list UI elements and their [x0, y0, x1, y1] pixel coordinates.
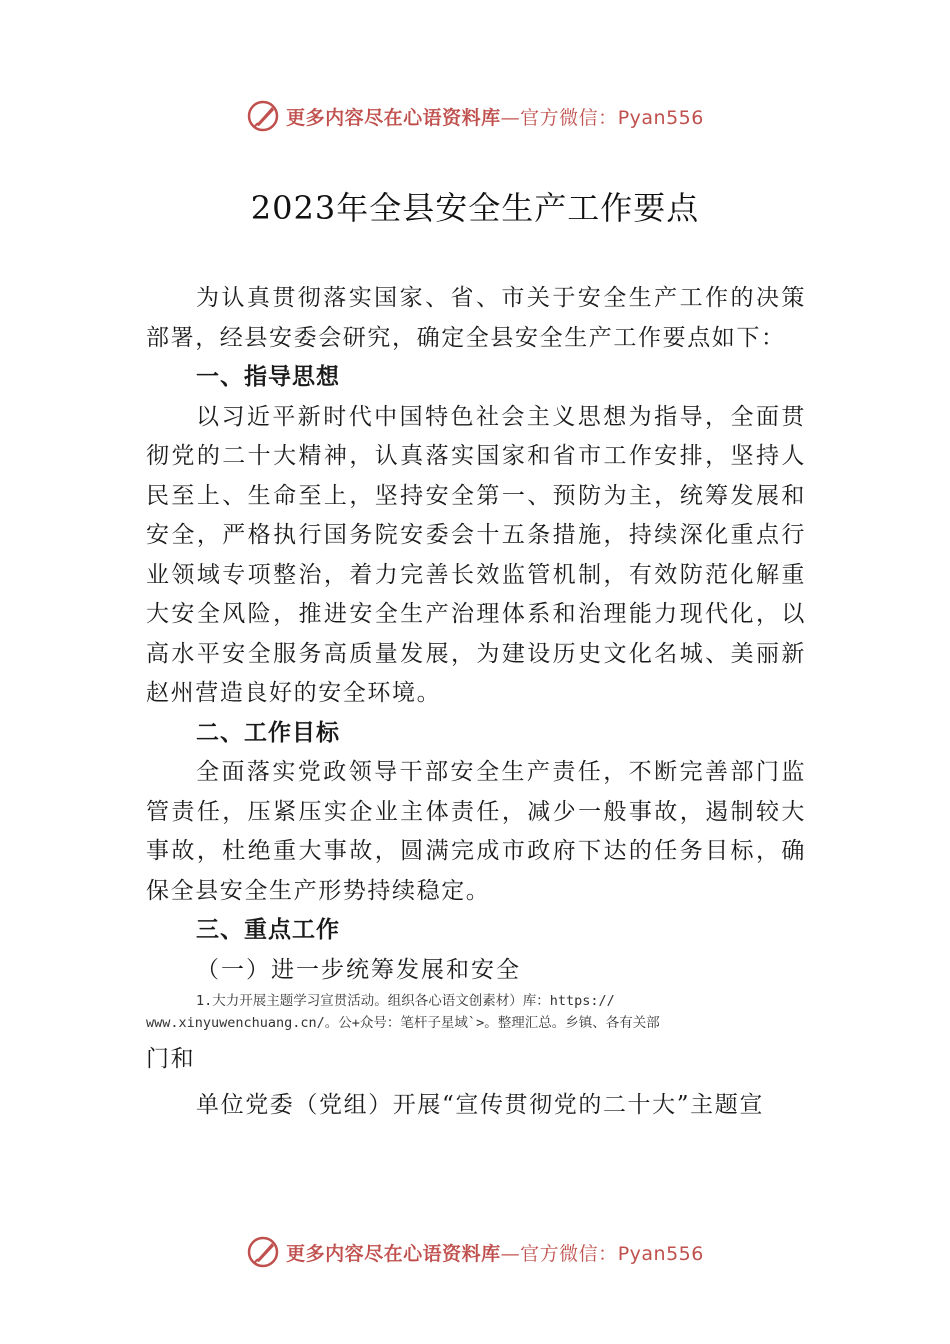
banner-text: 更多内容尽在心语资料库—官方微信：Pyan556 — [286, 1242, 704, 1265]
section-heading-3: 三、重点工作 — [196, 917, 340, 943]
intro-paragraph: 为认真贯彻落实国家、省、市关于安全生产工作的决策部署，经县安委会研究，确定全县安全生产工作要点如下： — [146, 285, 806, 351]
item-paragraph: 单位党委（党组）开展“宣传贯彻党的二十大”主题宣 — [196, 1091, 764, 1118]
guiding-thought-paragraph: 以习近平新时代中国特色社会主义思想为指导，全面贯彻党的二十大精神，认真落实国家和省市工作安排，坚持人民至上、生命至上，坚持安全第一、预防为主，统筹发展和安全，严格执行国务院安委会十五条措施，持续深化重点行业领域专项整治，着力完善长效监管机制，有效防范化解重大安全风险，推进安全生产治理体系和治理能力现代化，以高水平安全服务高质量发展，为建设历史文化名城、美丽新赵州营造良好的安全环境。 — [146, 403, 806, 706]
document-title: 2023年全县安全生产工作要点 — [250, 189, 700, 227]
section-heading-2: 二、工作目标 — [196, 719, 340, 746]
subsection-heading-1: （一）进一步统筹发展和安全 — [196, 956, 521, 983]
top-watermark-banner — [0, 96, 950, 136]
quill-seal-icon — [246, 1235, 280, 1269]
small-print-note: 1.大力开展主题学习宣贯活动。组织各心语文创素材）库：https:// www.xinyuwenchuang.cn/。公+众号：笔杆子星域`>。整理汇总。乡镇、各有关部 — [146, 993, 660, 1031]
continuation-line: 门和 — [146, 1046, 196, 1072]
section-heading-1: 一、指导思想 — [196, 364, 340, 390]
quill-seal-icon — [246, 99, 280, 133]
document-body — [146, 279, 806, 1125]
bottom-watermark-banner — [0, 1232, 950, 1272]
work-goals-paragraph: 全面落实党政领导干部安全生产责任，不断完善部门监管责任，压紧压实企业主体责任，减少一般事故，遏制较大事故，杜绝重大事故，圆满完成市政府下达的任务目标，确保全县安全生产形势持续稳定。 — [146, 759, 806, 904]
banner-text: 更多内容尽在心语资料库—官方微信：Pyan556 — [286, 106, 704, 129]
